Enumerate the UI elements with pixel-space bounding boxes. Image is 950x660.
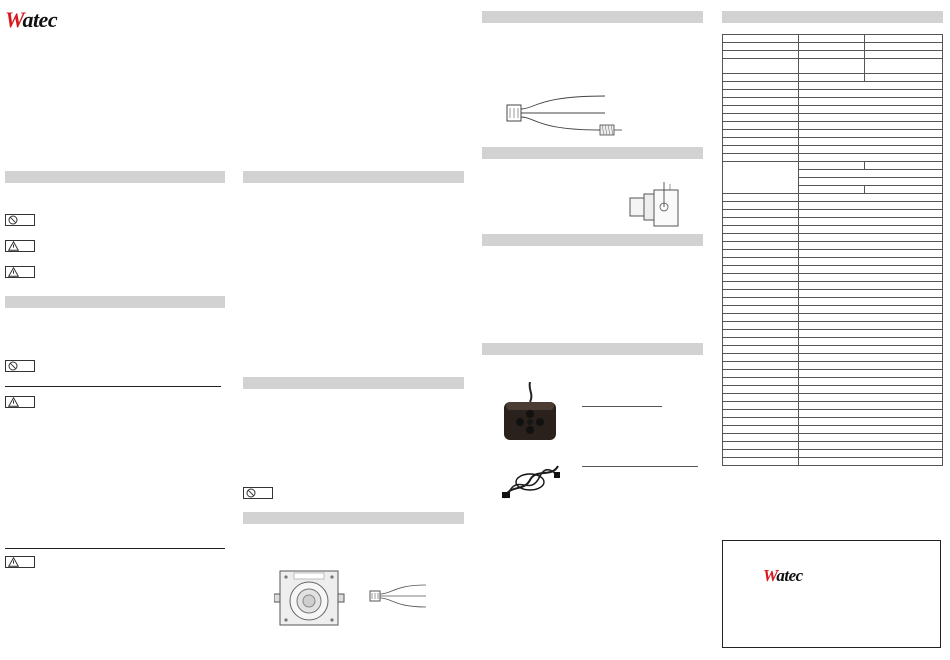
spec-cell	[798, 402, 942, 410]
spec-row	[723, 314, 943, 322]
spec-row	[723, 114, 943, 122]
spec-row	[723, 90, 943, 98]
spec-row	[723, 226, 943, 234]
spec-row	[723, 250, 943, 258]
warning-symbol-1	[5, 240, 35, 252]
spec-row	[723, 242, 943, 250]
spec-label-cell	[723, 138, 799, 146]
spec-row	[723, 322, 943, 330]
spec-label-cell	[723, 434, 799, 442]
spec-cell	[798, 378, 942, 386]
spec-cell	[865, 74, 943, 82]
spec-label-cell	[723, 242, 799, 250]
spec-label-cell	[723, 210, 799, 218]
spec-row	[723, 98, 943, 106]
spec-cell	[798, 442, 942, 450]
spec-row	[723, 290, 943, 298]
warning-icon	[8, 397, 19, 407]
spec-label-cell	[723, 410, 799, 418]
connector-cable-illustration	[368, 582, 428, 610]
spec-cell	[798, 266, 942, 274]
spec-cell	[798, 418, 942, 426]
spec-label-cell	[723, 314, 799, 322]
spec-label-cell	[723, 226, 799, 234]
spec-label-cell	[723, 298, 799, 306]
cable-photo	[500, 458, 562, 502]
spec-cell	[865, 162, 943, 170]
spec-label-cell	[723, 450, 799, 458]
spec-row	[723, 202, 943, 210]
spec-row	[723, 59, 943, 74]
spec-label-cell	[723, 106, 799, 114]
spec-row	[723, 442, 943, 450]
section-bar-9	[482, 343, 703, 355]
spec-cell	[798, 386, 942, 394]
spec-cell	[798, 362, 942, 370]
spec-cell	[798, 162, 865, 170]
spec-row	[723, 82, 943, 90]
spec-row	[723, 154, 943, 162]
warning-icon	[8, 267, 19, 277]
spec-row	[723, 354, 943, 362]
spec-row	[723, 234, 943, 242]
prohibition-symbol-2	[5, 360, 35, 372]
spec-label-cell	[723, 362, 799, 370]
camera-side-illustration	[626, 182, 690, 228]
spec-row	[723, 162, 943, 170]
spec-row	[723, 298, 943, 306]
spec-row	[723, 410, 943, 418]
spec-label-cell	[723, 354, 799, 362]
spec-cell	[798, 194, 942, 202]
spec-cell	[798, 82, 942, 90]
section-bar-10	[722, 11, 943, 23]
spec-label-cell	[723, 59, 799, 74]
spec-label-cell	[723, 338, 799, 346]
spec-label-cell	[723, 194, 799, 202]
card-logo-rest: atec	[776, 566, 803, 585]
spec-row	[723, 43, 943, 51]
spec-cell	[798, 322, 942, 330]
spec-row	[723, 378, 943, 386]
spec-cell	[798, 426, 942, 434]
spec-label-cell	[723, 82, 799, 90]
spec-cell	[798, 146, 942, 154]
spec-cell	[798, 114, 942, 122]
spec-label-cell	[723, 394, 799, 402]
spec-label-cell	[723, 114, 799, 122]
spec-row	[723, 218, 943, 226]
spec-label-cell	[723, 346, 799, 354]
spec-row	[723, 346, 943, 354]
spec-cell	[798, 106, 942, 114]
prohibition-icon	[8, 215, 18, 225]
spec-row	[723, 282, 943, 290]
spec-label-cell	[723, 146, 799, 154]
spec-row	[723, 458, 943, 466]
spec-row	[723, 330, 943, 338]
card-logo	[763, 567, 803, 586]
spec-cell	[798, 138, 942, 146]
spec-cell	[798, 210, 942, 218]
spec-row	[723, 426, 943, 434]
spec-cell	[798, 330, 942, 338]
spec-label-cell	[723, 218, 799, 226]
spec-cell	[798, 154, 942, 162]
spec-label-cell	[723, 306, 799, 314]
spec-row	[723, 362, 943, 370]
spec-row	[723, 146, 943, 154]
section-bar-1	[5, 171, 225, 183]
warning-symbol-4	[5, 556, 35, 568]
spec-label-cell	[723, 402, 799, 410]
divider-rule-1	[5, 386, 221, 387]
spec-row	[723, 306, 943, 314]
spec-cell	[798, 43, 865, 51]
spec-cell	[798, 186, 865, 194]
spec-cell	[798, 370, 942, 378]
spec-cell	[798, 410, 942, 418]
warning-icon	[8, 241, 19, 251]
spec-cell	[798, 59, 865, 74]
spec-label-cell	[723, 378, 799, 386]
section-bar-7	[482, 147, 703, 159]
spec-cell	[865, 186, 943, 194]
spec-label-cell	[723, 370, 799, 378]
spec-row	[723, 394, 943, 402]
spec-label-cell	[723, 322, 799, 330]
spec-cell	[798, 354, 942, 362]
spec-cell	[865, 51, 943, 59]
spec-cell	[798, 314, 942, 322]
callout-line-2	[582, 466, 698, 467]
spec-cell	[798, 290, 942, 298]
spec-label-cell	[723, 130, 799, 138]
spec-label-cell	[723, 426, 799, 434]
spec-label-cell	[723, 90, 799, 98]
spec-label-cell	[723, 35, 799, 43]
spec-row	[723, 210, 943, 218]
spec-label-cell	[723, 258, 799, 266]
spec-cell	[798, 218, 942, 226]
spec-label-cell	[723, 122, 799, 130]
spec-cell	[865, 35, 943, 43]
spec-row	[723, 35, 943, 43]
spec-cell	[798, 298, 942, 306]
spec-cell	[798, 130, 942, 138]
spec-label-cell	[723, 202, 799, 210]
spec-row	[723, 258, 943, 266]
spec-cell	[798, 90, 942, 98]
section-bar-3	[243, 171, 464, 183]
camera-front-illustration	[274, 565, 346, 627]
spec-cell	[798, 122, 942, 130]
section-bar-2	[5, 296, 225, 308]
divider-rule-2	[5, 548, 225, 549]
spec-cell	[798, 51, 865, 59]
spec-row	[723, 51, 943, 59]
spec-row	[723, 106, 943, 114]
spec-label-cell	[723, 418, 799, 426]
card-logo-initial: W	[763, 566, 777, 585]
warning-symbol-3	[5, 396, 35, 408]
spec-cell	[798, 35, 865, 43]
spec-label-cell	[723, 74, 799, 82]
spec-cell	[798, 450, 942, 458]
spec-label-cell	[723, 266, 799, 274]
spec-label-cell	[723, 442, 799, 450]
spec-row	[723, 450, 943, 458]
spec-row	[723, 418, 943, 426]
spec-cell	[798, 338, 942, 346]
spec-row	[723, 74, 943, 82]
spec-cell	[865, 43, 943, 51]
spec-label-cell	[723, 458, 799, 466]
spec-row	[723, 194, 943, 202]
spec-row	[723, 434, 943, 442]
spec-label-cell	[723, 154, 799, 162]
spec-row	[723, 274, 943, 282]
spec-label-cell	[723, 330, 799, 338]
spec-cell	[798, 274, 942, 282]
spec-cell	[798, 458, 942, 466]
spec-cell	[798, 394, 942, 402]
spec-row	[723, 266, 943, 274]
warning-symbol-2	[5, 266, 35, 278]
spec-label-cell	[723, 234, 799, 242]
callout-line-1	[582, 406, 662, 407]
spec-label-cell	[723, 274, 799, 282]
osd-controller-photo	[500, 382, 560, 444]
spec-row	[723, 138, 943, 146]
spec-label-cell	[723, 386, 799, 394]
spec-cell	[798, 346, 942, 354]
spec-cell	[798, 258, 942, 266]
spec-row	[723, 402, 943, 410]
spec-cell	[798, 226, 942, 234]
spec-label-cell	[723, 250, 799, 258]
spec-label-cell	[723, 290, 799, 298]
spec-cell	[798, 178, 942, 186]
spec-label-cell	[723, 51, 799, 59]
section-bar-5	[243, 512, 464, 524]
spec-group-label	[723, 162, 799, 194]
spec-cell	[798, 434, 942, 442]
spec-cell	[798, 234, 942, 242]
spec-cell	[798, 282, 942, 290]
spec-row	[723, 130, 943, 138]
logo-initial: W	[5, 7, 23, 32]
warning-icon	[8, 557, 19, 567]
specification-table	[722, 34, 943, 466]
section-bar-8	[482, 234, 703, 246]
section-bar-4	[243, 377, 464, 389]
spec-label-cell	[723, 43, 799, 51]
spec-cell	[798, 98, 942, 106]
spec-label-cell	[723, 98, 799, 106]
spec-cell	[798, 74, 865, 82]
spec-cell	[865, 59, 943, 74]
spec-row	[723, 386, 943, 394]
contact-card	[722, 540, 941, 648]
spec-cell	[798, 250, 942, 258]
prohibition-symbol-3	[243, 487, 273, 499]
section-bar-6	[482, 11, 703, 23]
spec-cell	[798, 242, 942, 250]
prohibition-icon	[8, 361, 18, 371]
logo-rest: atec	[22, 7, 58, 32]
spec-cell	[798, 170, 942, 178]
spec-row	[723, 370, 943, 378]
spec-row	[723, 338, 943, 346]
wiring-harness-illustration	[505, 90, 625, 140]
spec-row	[723, 122, 943, 130]
header-logo	[5, 8, 75, 34]
spec-cell	[798, 306, 942, 314]
prohibition-symbol-1	[5, 214, 35, 226]
spec-cell	[798, 202, 942, 210]
prohibition-icon	[246, 488, 256, 498]
spec-label-cell	[723, 282, 799, 290]
